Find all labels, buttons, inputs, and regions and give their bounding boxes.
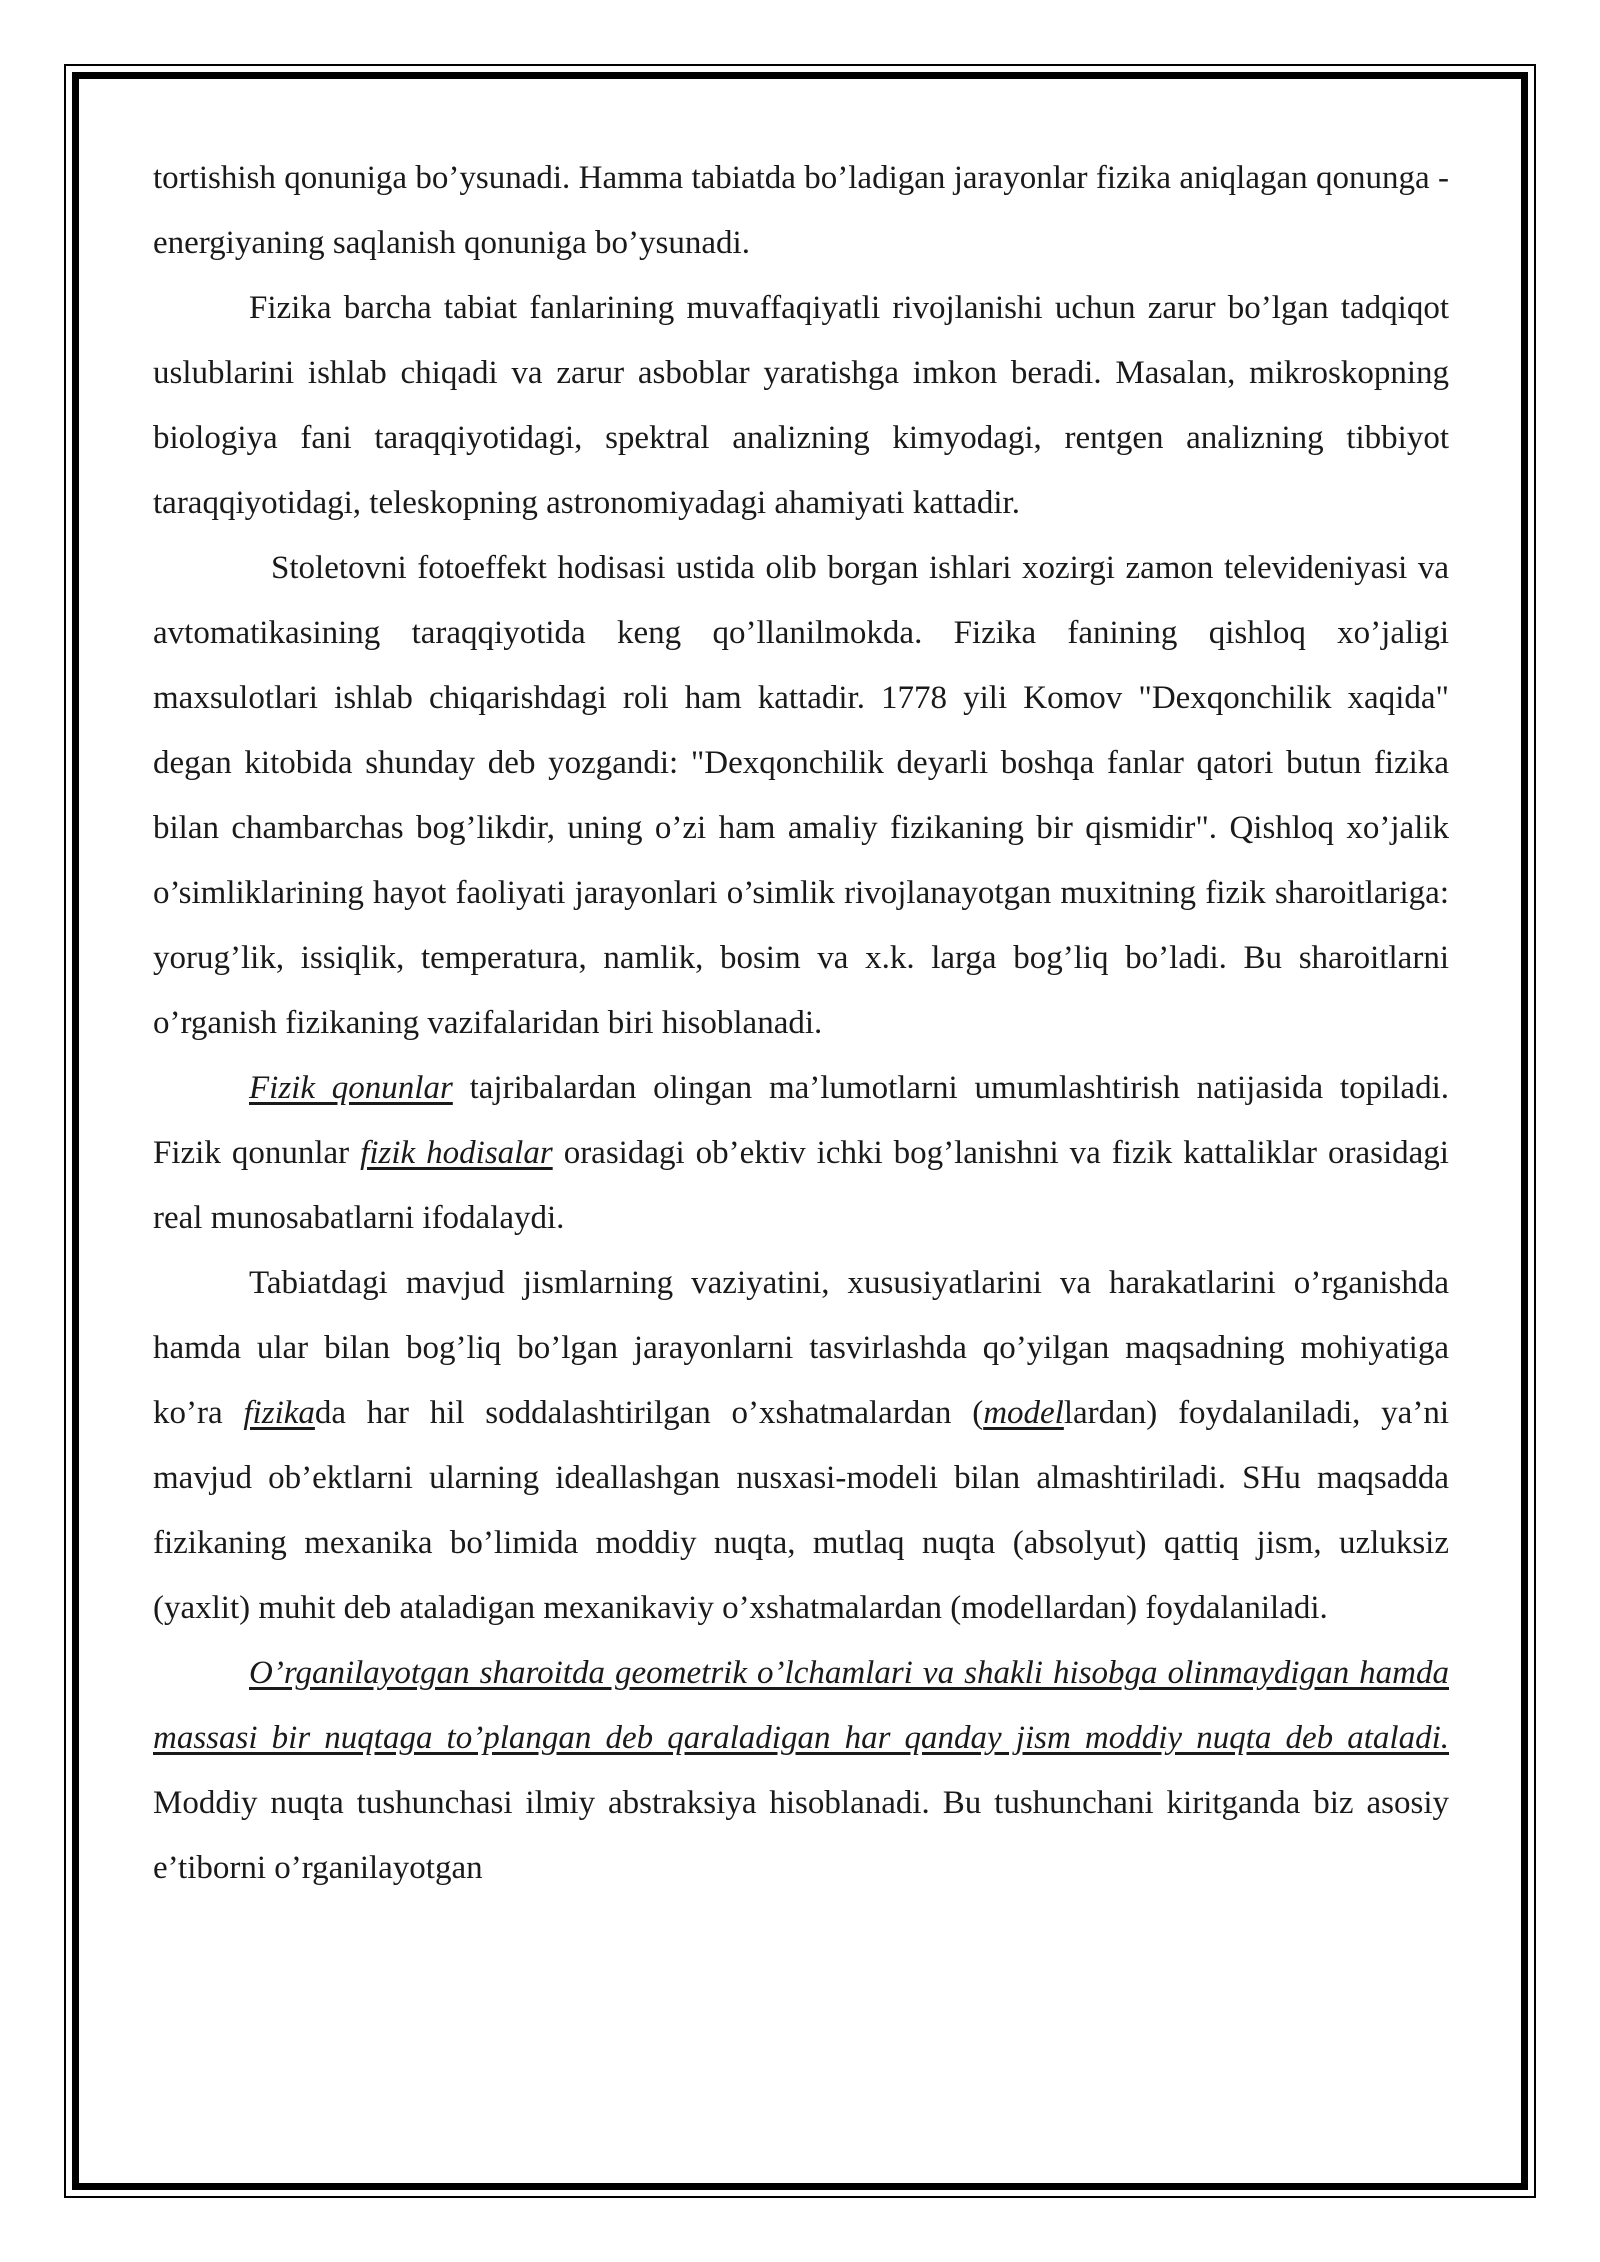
link-model[interactable]: model [983, 1395, 1064, 1431]
paragraph-5-text-1: Tabiatdagi mavjud jismlarning vaziyatini, xususiyatlarini va harakatlarini o’rganishda hamda ular bilan bog’liq bo’lgan jarayonlarni tasvirlashda qo’yilgan maqsadning mohiyatiga ko’ra [153, 1265, 1449, 1431]
paragraph-5-text-3: lardan) foydalaniladi, ya’ni mavjud ob’ektlarni ularning ideallashgan nusxasi-modeli bilan almashtiriladi. SHu maqsadda fizikaning mexanika bo’limida moddiy nuqta, mutlaq nuqta (absolyut) qattiq jism, uzluksiz (yaxlit) muhit deb ataladigan mexanikaviy o’xshatmalardan (modellardan) foydalaniladi. [153, 1395, 1449, 1626]
paragraph-3: Stoletovni fotoeffekt hodisasi ustida olib borgan ishlari xozirgi zamon televideniyasi va avtomatikasining taraqqiyotida keng qo’llanilmokda. Fizika fanining qishloq xo’jaligi maxsulotlari ishlab chiqarishdagi roli ham kattadir. 1778 yili Komov "Dexqonchilik xaqida" degan kitobida shunday deb yozgandi: "Dexqonchilik deyarli boshqa fanlar qatori butun fizika bilan chambarchas bog’likdir, uning o’zi ham amaliy fizikaning bir qismidir". Qishloq xo’jalik o’simliklarining hayot faoliyati jarayonlari o’simlik rivojlanayotgan muxitning fizik sharoitlariga: yorug’lik, issiqlik, temperatura, namlik, bosim va x.k. larga bog’liq bo’ladi. Bu sharoitlarni o’rganish fizikaning vazifalaridan biri hisoblanadi. [153, 550, 1449, 1041]
paragraph-2: Fizika barcha tabiat fanlarining muvaffaqiyatli rivojlanishi uchun zarur bo’lgan tadqiqot uslublarini ishlab chiqadi va zarur asboblar yaratishga imkon beradi. Masalan, mikroskopning biologiya fani taraqqiyotidagi, spektral analizning kimyodagi, rentgen analizning tibbiyot taraqqiyotidagi, teleskopning astronomiyadagi ahamiyati kattadir. [153, 290, 1449, 521]
page-body [153, 146, 1449, 1901]
paragraph-6 [153, 1641, 1449, 1901]
paragraph-4-text-1: tajribalardan olingan ma’lumotlarni umumlashtirish natijasida topiladi. Fizik qonunlar [153, 1070, 1450, 1171]
paragraph-4-text-2: orasidagi ob’ektiv ichki bog’lanishni va fizik kattaliklar orasidagi real munosabatlarni ifodalaydi. [153, 1135, 1449, 1236]
link-fizika[interactable]: fizika [243, 1395, 315, 1431]
paragraph-5 [153, 1251, 1449, 1641]
paragraph-6-text-1: Moddiy nuqta tushunchasi ilmiy abstraksiya hisoblanadi. Bu tushunchani kiritganda biz asosiy e’tiborni o’rganilayotgan [153, 1785, 1449, 1886]
link-fizik-hodisalar[interactable]: fizik hodisalar [360, 1135, 553, 1171]
definition-moddiy-nuqta: O’rganilayotgan sharoitda geometrik o’lchamlari va shakli hisobga olinmaydigan hamda massasi bir nuqtaga to’plangan deb qaraladigan har qanday jism moddiy nuqta deb ataladi. [153, 1655, 1449, 1756]
paragraph-4 [153, 1056, 1449, 1251]
paragraph-5-text-2: da har hil soddalashtirilgan o’xshatmalardan ( [314, 1395, 984, 1431]
link-fizik-qonunlar[interactable]: Fizik qonunlar [249, 1070, 453, 1106]
paragraph-1: tortishish qonuniga bo’ysunadi. Hamma tabiatda bo’ladigan jarayonlar fizika aniqlagan qonunga - energiyaning saqlanish qonuniga bo’ysunadi. [153, 160, 1449, 261]
